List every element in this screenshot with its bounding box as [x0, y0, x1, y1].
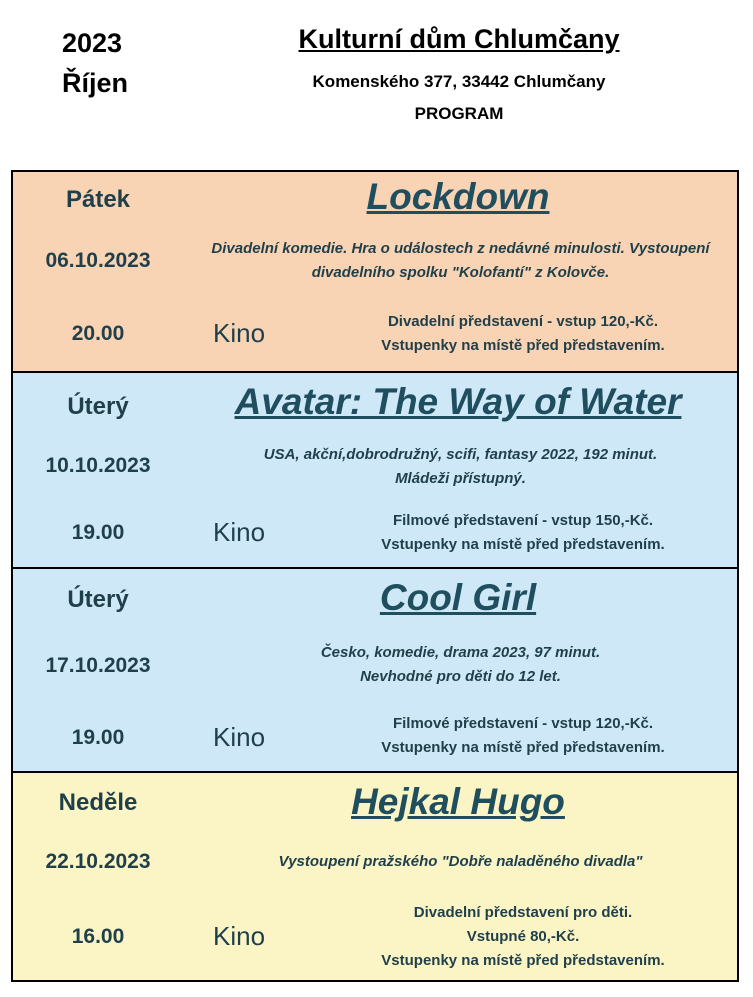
event-block-3: [11, 567, 739, 773]
venue-address: Komenského 377, 33442 Chlumčany: [312, 72, 606, 91]
event-block-2: [11, 371, 739, 569]
event-info: Divadelní představení pro děti. Vstupné 80,-Kč. Vstupenky na místě před představením.: [381, 904, 665, 969]
event-room: Kino: [213, 921, 266, 951]
month-label: Říjen: [62, 68, 129, 98]
event-block-1: [11, 170, 739, 373]
event-description: USA, akční,dobrodružný, scifi, fantasy 2022, 192 minut. Mládeži přístupný.: [263, 446, 658, 487]
event-title: Avatar: The Way of Water: [234, 381, 682, 422]
event-date: 17.10.2023: [45, 654, 151, 677]
event-title: Hejkal Hugo: [351, 781, 565, 822]
event-info: Divadelní představení - vstup 120,-Kč. Vstupenky na místě před představením.: [381, 313, 665, 354]
program-label: PROGRAM: [414, 104, 504, 123]
event-day: Pátek: [65, 186, 131, 213]
event-title: Lockdown: [366, 176, 550, 217]
event-time: 16.00: [71, 925, 125, 948]
event-time: 19.00: [71, 726, 125, 749]
event-info: Filmové představení - vstup 120,-Kč. Vstupenky na místě před představením.: [381, 715, 665, 756]
event-description: Vystoupení pražského "Dobře naladěného divadla": [278, 853, 643, 870]
event-title: Cool Girl: [379, 577, 537, 618]
event-description: Divadelní komedie. Hra o událostech z nedávné minulosti. Vystoupení divadelního spolku "Kolofantí" z Kolovče.: [211, 240, 710, 281]
event-date: 06.10.2023: [45, 249, 151, 272]
event-room: Kino: [213, 517, 266, 547]
year-label: 2023: [62, 28, 123, 58]
event-room: Kino: [213, 318, 266, 348]
event-date: 10.10.2023: [45, 454, 151, 477]
event-info: Filmové představení - vstup 150,-Kč. Vstupenky na místě před představením.: [381, 512, 665, 553]
event-description: Česko, komedie, drama 2023, 97 minut. Nevhodné pro děti do 12 let.: [320, 644, 601, 685]
event-time: 20.00: [71, 322, 125, 345]
event-day: Úterý: [67, 393, 129, 420]
event-day: Úterý: [67, 586, 129, 613]
event-time: 19.00: [71, 521, 125, 544]
venue-title: Kulturní dům Chlumčany: [298, 24, 620, 54]
event-date: 22.10.2023: [45, 850, 151, 873]
event-block-4: [11, 771, 739, 982]
event-room: Kino: [213, 722, 266, 752]
event-day: Neděle: [58, 789, 138, 816]
